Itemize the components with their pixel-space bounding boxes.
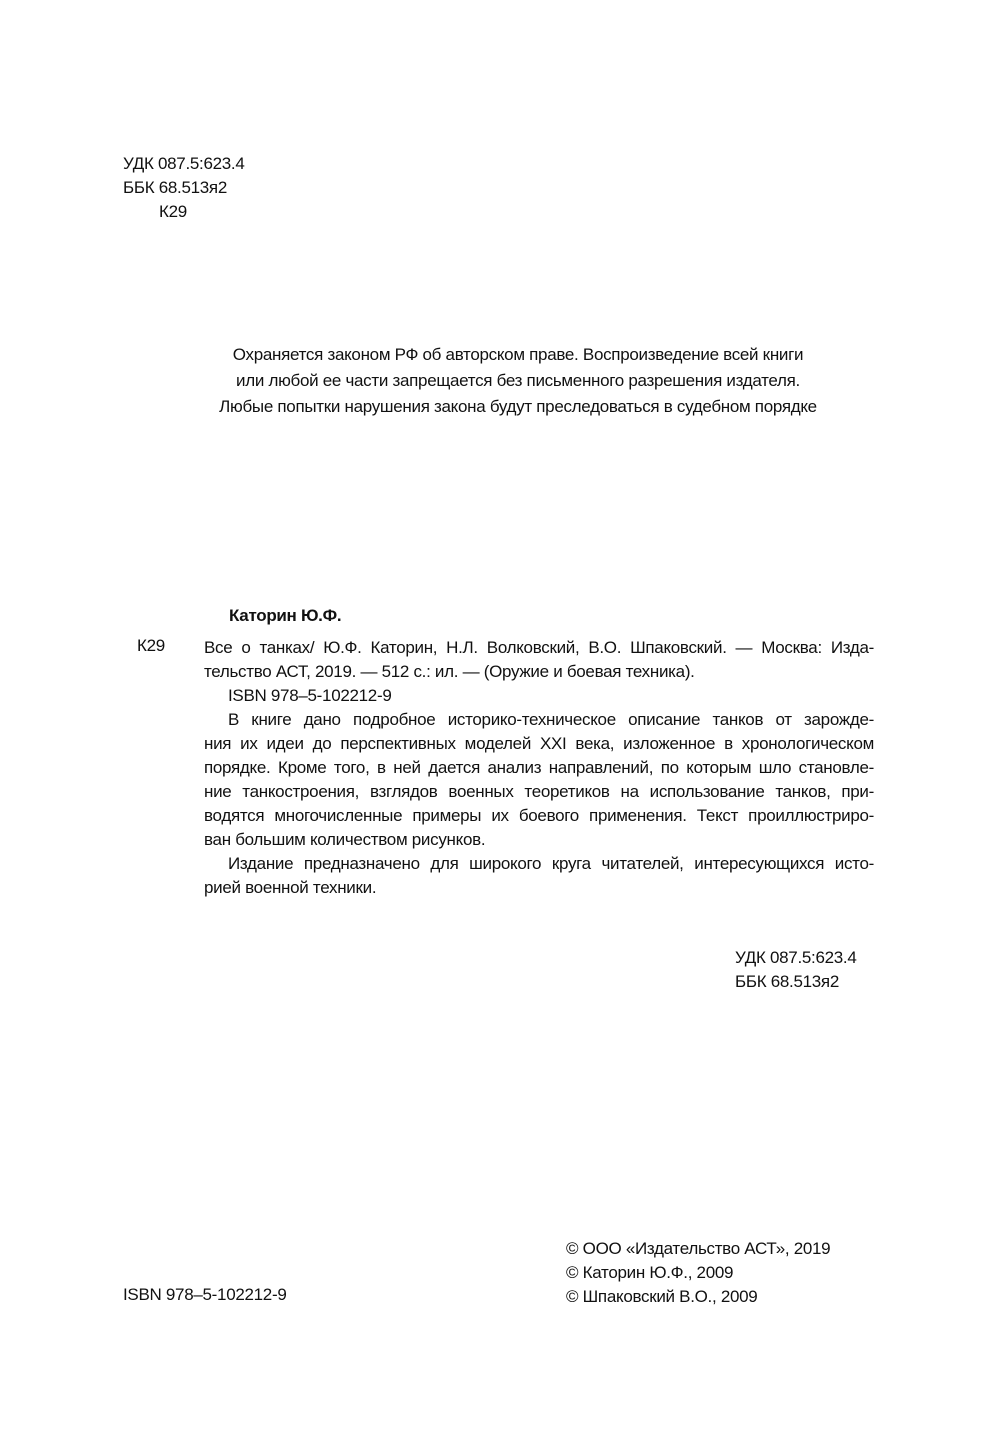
abstract-line: ние танкостроения, взглядов военных теоретиков на использование танков, при-: [204, 782, 874, 801]
top-classification: [123, 152, 244, 224]
record-isbn: ISBN 978–5-102212-9: [228, 686, 392, 705]
bbk-code: ББК 68.513я2: [123, 178, 227, 197]
notice-line: Охраняется законом РФ об авторском праве. Воспроизведение всей книги: [232, 345, 804, 364]
title-line: тельство АСТ, 2019. — 512 с.: ил. — (Оружие и боевая техника).: [204, 662, 695, 681]
copyright-lines: [566, 1237, 830, 1309]
abstract-line: водятся многочисленные примеры их боевого применения. Текст проиллюстриро-: [204, 806, 874, 825]
notice-line: или любой ее части запрещается без письменного разрешения издателя.: [236, 371, 800, 390]
title-line: Все о танках/ Ю.Ф. Каторин, Н.Л. Волковский, В.О. Шпаковский. — Москва: Изда-: [204, 638, 874, 657]
abstract-line: ния их идеи до перспективных моделей XXI века, изложенное в хронологическом: [204, 734, 874, 753]
copyright-line: © Шпаковский В.О., 2009: [566, 1287, 758, 1306]
record-author: Каторин Ю.Ф.: [229, 606, 342, 625]
udk-code: УДК 087.5:623.4: [735, 948, 857, 967]
notice-line: Любые попытки нарушения закона будут преследоваться в судебном порядке: [219, 397, 817, 416]
abstract-line: ван большим количеством рисунков.: [204, 830, 486, 849]
bbk-code: ББК 68.513я2: [735, 972, 839, 991]
udk-code: УДК 087.5:623.4: [123, 154, 245, 173]
record-cutter: К29: [137, 636, 165, 655]
cutter-code: К29: [159, 202, 187, 221]
copyright-line: © ООО «Издательство АСТ», 2019: [566, 1239, 831, 1258]
abstract-line: В книге дано подробное историко-техническое описание танков от зарожде-: [228, 710, 874, 729]
abstract-line: Издание предназначено для широкого круга читателей, интересующихся исто-: [228, 854, 874, 873]
bottom-classification: [735, 946, 856, 994]
isbn-bottom: ISBN 978–5-102212-9: [123, 1285, 287, 1304]
bibliographic-record: [204, 636, 874, 900]
copyright-notice: [150, 342, 886, 420]
copyright-line: © Каторин Ю.Ф., 2009: [566, 1263, 734, 1282]
abstract-line: рией военной техники.: [204, 878, 377, 897]
abstract-line: порядке. Кроме того, в ней дается анализ направлений, по которым шло становле-: [204, 758, 874, 777]
